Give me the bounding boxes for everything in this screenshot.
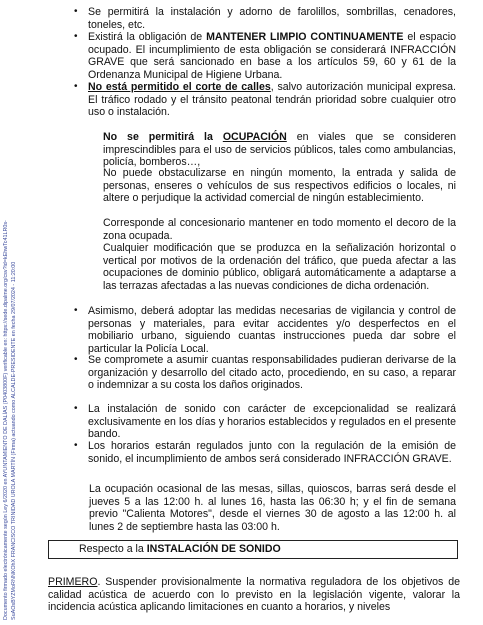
bullet-vigilancia: • Asimismo, deberá adoptar las medidas necesarias de vigilancia y control de personas y materiales, para evitar accidentes y/o desperfectos en el mobiliario urbano, siguiendo cuantas instrucciones pueda dar sobre el particular la Policía Local. bbox=[88, 305, 456, 355]
electronic-signature-stamp bbox=[0, 180, 30, 620]
senalizacion-paragraph: Cualquier modificación que se produzca en la señalización horizontal o vertical por motivos de la ordenación del tráfico, que pueda afectar a las ocupaciones de dominio público, obligará automáticamente a adaptarse a las terrazas afectadas a las nuevas condiciones de dicha ordenación. bbox=[103, 242, 456, 292]
bullet-horarios: • Los horarios estarán regulados junto con la regulación de la emisión de sonido, el incumplimiento de ambos será considerado INFRACCIÓN GRAVE. bbox=[88, 440, 456, 465]
obstaculizar-paragraph: No puede obstaculizarse en ningún momento, la entrada y salida de personas, enseres o vehículos de sus respectivos edificios o locales, ni altere o perjudique la actividad comercial de ningún establecimiento. bbox=[103, 167, 456, 204]
ocupacion-horario-paragraph: La ocupación ocasional de las mesas, sillas, quioscos, barras será desde el jueves 5 a las 12:00 h. al lunes 16, hasta las 06:30 h; y el fin de semana previo "Calienta Motores", desde el viernes 30 de agosto a las 12:00 h. al lunes 2 de septiembre hasta las 03:00 h. bbox=[89, 483, 456, 533]
primero-paragraph: PRIMERO. Suspender provisionalmente la normativa reguladora de los objetivos de calidad acústica de acuerdo con lo previsto en la legislación vigente, valorar la incidencia acústica aplicando limitaciones en cuanto a horarios, y niveles bbox=[48, 576, 460, 613]
bullet-limpieza: • Existirá la obligación de MANTENER LIMPIO CONTINUAMENTE el espacio ocupado. El incumplimiento de esta obligación se considerará INFRACCIÓN GRAVE que será sancionado en base a los artículos 59, 60 y 61 de la Ordenanza Municipal de Higiene Urbana. bbox=[88, 31, 456, 81]
signature-line-1: Documento firmado electrónicamente según Ley 6/2020 en AYUNTAMIENTO DE DALÍAS (P0403800F) verificable en: https://sede.dipalme.org/csv?id=kEhwTc41LR0s- bbox=[3, 220, 9, 620]
signature-line-2: SuAOsBYZMoRNNKOhX FRANCISCO TRINIDAD UROLA MARTÍN (Firma) actuando como ALCALDE-PRESIDENTE en fecha 29/07/2024 - 11:20:00 bbox=[11, 261, 17, 620]
bullet-sonido: • La instalación de sonido con carácter de excepcionalidad se realizará exclusivamente en los días y horarios establecidos y regulados en el presente bando. bbox=[88, 403, 456, 441]
bullet-farolillos: • Se permitirá la instalación y adorno de farolillos, sombrillas, cenadores, toneles, etc. bbox=[88, 6, 456, 31]
bullet-corte-calles: • No está permitido el corte de calles, salvo autorización municipal expresa. El tráfico rodado y el tránsito peatonal tendrán prioridad sobre cualquier otro uso o instalación. bbox=[88, 81, 456, 119]
section-heading-sonido: Respecto a la INSTALACIÓN DE SONIDO bbox=[48, 540, 458, 559]
bullet-responsabilidades: • Se compromete a asumir cuantas responsabilidades pudieran derivarse de la organización y desarrollo del citado acto, procediendo, en su caso, a reparar o indemnizar a su costa los daños originados. bbox=[88, 354, 456, 392]
ocupacion-paragraph: No se permitirá la OCUPACIÓN en viales que se consideren imprescindibles para el uso de servicios públicos, tales como ambulancias, policía, bomberos…, bbox=[103, 131, 456, 168]
decoro-paragraph: Corresponde al concesionario mantener en todo momento el decoro de la zona ocupada. bbox=[103, 217, 456, 242]
